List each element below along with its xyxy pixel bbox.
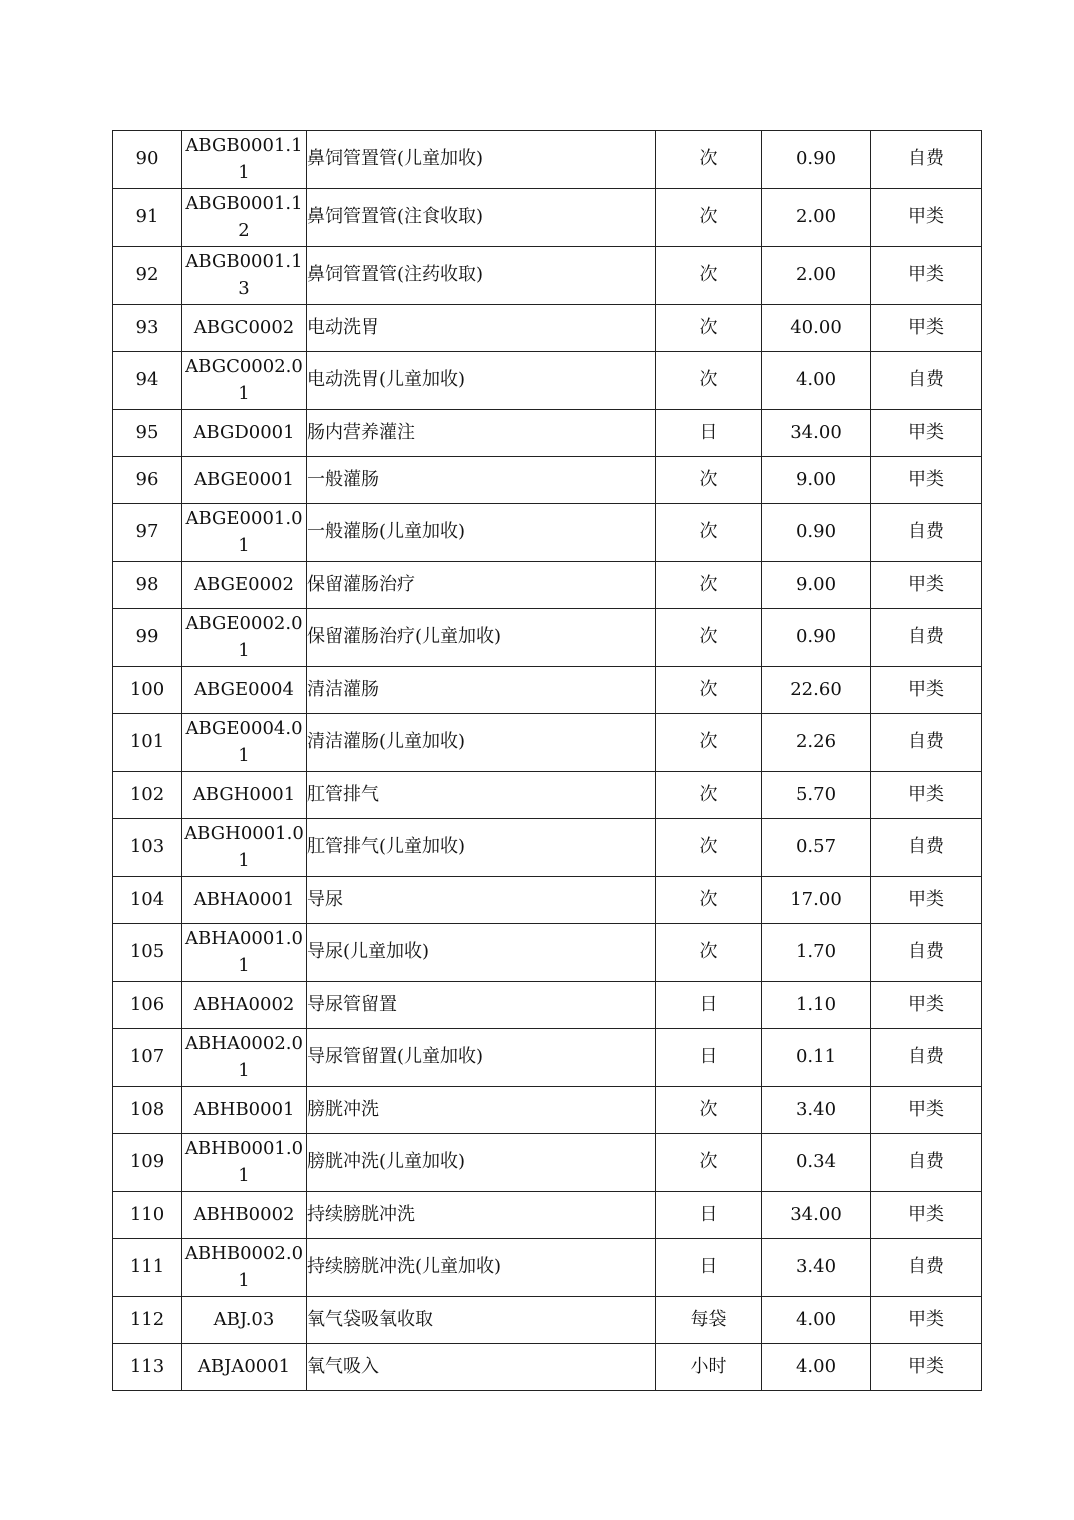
table-row [113, 1239, 982, 1297]
row-name-cell: 持续膀胱冲洗(儿童加收) [307, 1239, 656, 1297]
row-name-cell: 鼻饲管置管(注药收取) [307, 247, 656, 305]
row-seq-cell: 111 [113, 1239, 182, 1297]
table-row [113, 131, 982, 189]
row-seq-cell: 92 [113, 247, 182, 305]
row-seq-cell: 107 [113, 1029, 182, 1087]
row-name-cell: 膀胱冲洗(儿童加收) [307, 1134, 656, 1192]
row-name-cell: 肛管排气 [307, 772, 656, 819]
row-code-cell: ABHA0002 [182, 982, 307, 1029]
row-category-cell: 甲类 [871, 667, 982, 714]
row-seq-cell: 110 [113, 1192, 182, 1239]
row-price-cell: 4.00 [762, 1344, 871, 1391]
row-name-cell: 一般灌肠(儿童加收) [307, 504, 656, 562]
row-name-cell: 鼻饲管置管(注食收取) [307, 189, 656, 247]
row-code-cell: ABHA0002.01 [182, 1029, 307, 1087]
row-price-cell: 2.00 [762, 189, 871, 247]
row-price-cell: 0.57 [762, 819, 871, 877]
row-name-cell: 鼻饲管置管(儿童加收) [307, 131, 656, 189]
row-unit-cell: 小时 [656, 1344, 762, 1391]
row-seq-cell: 106 [113, 982, 182, 1029]
table-row [113, 924, 982, 982]
row-unit-cell: 次 [656, 819, 762, 877]
row-name-cell: 导尿管留置(儿童加收) [307, 1029, 656, 1087]
row-unit-cell: 每袋 [656, 1297, 762, 1344]
row-unit-cell: 次 [656, 667, 762, 714]
row-price-cell: 0.90 [762, 609, 871, 667]
row-category-cell: 自费 [871, 924, 982, 982]
row-category-cell: 自费 [871, 352, 982, 410]
table-row [113, 410, 982, 457]
row-unit-cell: 次 [656, 1087, 762, 1134]
row-price-cell: 3.40 [762, 1087, 871, 1134]
row-code-cell: ABJ.03 [182, 1297, 307, 1344]
row-unit-cell: 次 [656, 247, 762, 305]
row-name-cell: 保留灌肠治疗 [307, 562, 656, 609]
row-code-cell: ABHA0001.01 [182, 924, 307, 982]
row-code-cell: ABGH0001.01 [182, 819, 307, 877]
row-category-cell: 自费 [871, 819, 982, 877]
table-row [113, 189, 982, 247]
row-price-cell: 3.40 [762, 1239, 871, 1297]
table-row [113, 247, 982, 305]
row-code-cell: ABHB0002 [182, 1192, 307, 1239]
row-code-cell: ABHB0001.01 [182, 1134, 307, 1192]
row-name-cell: 氧气袋吸氧收取 [307, 1297, 656, 1344]
row-code-cell: ABGB0001.12 [182, 189, 307, 247]
row-unit-cell: 次 [656, 562, 762, 609]
row-seq-cell: 99 [113, 609, 182, 667]
row-seq-cell: 100 [113, 667, 182, 714]
row-name-cell: 保留灌肠治疗(儿童加收) [307, 609, 656, 667]
row-category-cell: 甲类 [871, 189, 982, 247]
row-price-cell: 34.00 [762, 410, 871, 457]
row-category-cell: 甲类 [871, 457, 982, 504]
row-price-cell: 34.00 [762, 1192, 871, 1239]
row-code-cell: ABGE0001 [182, 457, 307, 504]
row-category-cell: 自费 [871, 714, 982, 772]
row-name-cell: 持续膀胱冲洗 [307, 1192, 656, 1239]
row-name-cell: 一般灌肠 [307, 457, 656, 504]
row-unit-cell: 次 [656, 924, 762, 982]
row-category-cell: 自费 [871, 131, 982, 189]
row-name-cell: 肛管排气(儿童加收) [307, 819, 656, 877]
table-row [113, 1192, 982, 1239]
row-code-cell: ABGH0001 [182, 772, 307, 819]
row-code-cell: ABGE0004.01 [182, 714, 307, 772]
row-price-cell: 4.00 [762, 352, 871, 410]
row-category-cell: 自费 [871, 609, 982, 667]
row-seq-cell: 98 [113, 562, 182, 609]
row-name-cell: 肠内营养灌注 [307, 410, 656, 457]
row-seq-cell: 91 [113, 189, 182, 247]
row-code-cell: ABJA0001 [182, 1344, 307, 1391]
row-seq-cell: 101 [113, 714, 182, 772]
row-category-cell: 自费 [871, 1029, 982, 1087]
row-unit-cell: 日 [656, 1239, 762, 1297]
row-category-cell: 甲类 [871, 877, 982, 924]
table-row [113, 609, 982, 667]
row-price-cell: 17.00 [762, 877, 871, 924]
row-price-cell: 5.70 [762, 772, 871, 819]
row-unit-cell: 次 [656, 189, 762, 247]
row-price-cell: 2.26 [762, 714, 871, 772]
row-name-cell: 膀胱冲洗 [307, 1087, 656, 1134]
row-price-cell: 4.00 [762, 1297, 871, 1344]
row-code-cell: ABGE0004 [182, 667, 307, 714]
row-name-cell: 电动洗胃 [307, 305, 656, 352]
row-code-cell: ABGE0002.01 [182, 609, 307, 667]
table-row [113, 1344, 982, 1391]
row-seq-cell: 109 [113, 1134, 182, 1192]
row-seq-cell: 102 [113, 772, 182, 819]
row-category-cell: 自费 [871, 504, 982, 562]
table-row [113, 877, 982, 924]
row-unit-cell: 次 [656, 457, 762, 504]
row-name-cell: 导尿(儿童加收) [307, 924, 656, 982]
row-price-cell: 22.60 [762, 667, 871, 714]
row-price-cell: 9.00 [762, 562, 871, 609]
row-category-cell: 甲类 [871, 247, 982, 305]
row-unit-cell: 日 [656, 1192, 762, 1239]
row-category-cell: 甲类 [871, 982, 982, 1029]
table-row [113, 1297, 982, 1344]
row-seq-cell: 105 [113, 924, 182, 982]
row-code-cell: ABGC0002 [182, 305, 307, 352]
fee-table-body [113, 131, 982, 1391]
row-code-cell: ABGC0002.01 [182, 352, 307, 410]
table-row [113, 772, 982, 819]
table-row [113, 457, 982, 504]
row-seq-cell: 90 [113, 131, 182, 189]
row-price-cell: 0.90 [762, 504, 871, 562]
row-unit-cell: 次 [656, 772, 762, 819]
row-unit-cell: 次 [656, 504, 762, 562]
row-category-cell: 甲类 [871, 1297, 982, 1344]
row-name-cell: 导尿 [307, 877, 656, 924]
row-unit-cell: 次 [656, 877, 762, 924]
row-name-cell: 导尿管留置 [307, 982, 656, 1029]
row-unit-cell: 日 [656, 982, 762, 1029]
row-price-cell: 1.10 [762, 982, 871, 1029]
row-category-cell: 甲类 [871, 562, 982, 609]
row-name-cell: 清洁灌肠 [307, 667, 656, 714]
table-row [113, 819, 982, 877]
row-price-cell: 1.70 [762, 924, 871, 982]
row-name-cell: 电动洗胃(儿童加收) [307, 352, 656, 410]
row-unit-cell: 次 [656, 131, 762, 189]
row-code-cell: ABGE0001.01 [182, 504, 307, 562]
row-category-cell: 自费 [871, 1134, 982, 1192]
row-category-cell: 甲类 [871, 1192, 982, 1239]
row-unit-cell: 日 [656, 410, 762, 457]
row-code-cell: ABHB0002.01 [182, 1239, 307, 1297]
row-category-cell: 甲类 [871, 1344, 982, 1391]
row-price-cell: 0.90 [762, 131, 871, 189]
row-category-cell: 甲类 [871, 410, 982, 457]
row-unit-cell: 次 [656, 352, 762, 410]
table-row [113, 1087, 982, 1134]
row-price-cell: 9.00 [762, 457, 871, 504]
table-row [113, 305, 982, 352]
row-code-cell: ABGB0001.13 [182, 247, 307, 305]
row-code-cell: ABHB0001 [182, 1087, 307, 1134]
table-row [113, 1029, 982, 1087]
table-row [113, 504, 982, 562]
row-seq-cell: 104 [113, 877, 182, 924]
table-row [113, 714, 982, 772]
row-name-cell: 清洁灌肠(儿童加收) [307, 714, 656, 772]
table-row [113, 352, 982, 410]
row-unit-cell: 日 [656, 1029, 762, 1087]
row-name-cell: 氧气吸入 [307, 1344, 656, 1391]
table-row [113, 562, 982, 609]
row-unit-cell: 次 [656, 305, 762, 352]
row-code-cell: ABGB0001.11 [182, 131, 307, 189]
row-price-cell: 40.00 [762, 305, 871, 352]
row-seq-cell: 112 [113, 1297, 182, 1344]
row-category-cell: 甲类 [871, 305, 982, 352]
row-seq-cell: 103 [113, 819, 182, 877]
table-row [113, 982, 982, 1029]
row-price-cell: 2.00 [762, 247, 871, 305]
row-unit-cell: 次 [656, 714, 762, 772]
row-seq-cell: 97 [113, 504, 182, 562]
table-row [113, 1134, 982, 1192]
row-code-cell: ABGD0001 [182, 410, 307, 457]
row-category-cell: 自费 [871, 1239, 982, 1297]
row-seq-cell: 94 [113, 352, 182, 410]
row-category-cell: 甲类 [871, 772, 982, 819]
row-code-cell: ABGE0002 [182, 562, 307, 609]
row-price-cell: 0.11 [762, 1029, 871, 1087]
fee-table [112, 130, 982, 1391]
row-unit-cell: 次 [656, 1134, 762, 1192]
table-row [113, 667, 982, 714]
row-category-cell: 甲类 [871, 1087, 982, 1134]
row-seq-cell: 93 [113, 305, 182, 352]
row-seq-cell: 113 [113, 1344, 182, 1391]
row-unit-cell: 次 [656, 609, 762, 667]
row-code-cell: ABHA0001 [182, 877, 307, 924]
row-seq-cell: 95 [113, 410, 182, 457]
row-seq-cell: 108 [113, 1087, 182, 1134]
row-seq-cell: 96 [113, 457, 182, 504]
row-price-cell: 0.34 [762, 1134, 871, 1192]
